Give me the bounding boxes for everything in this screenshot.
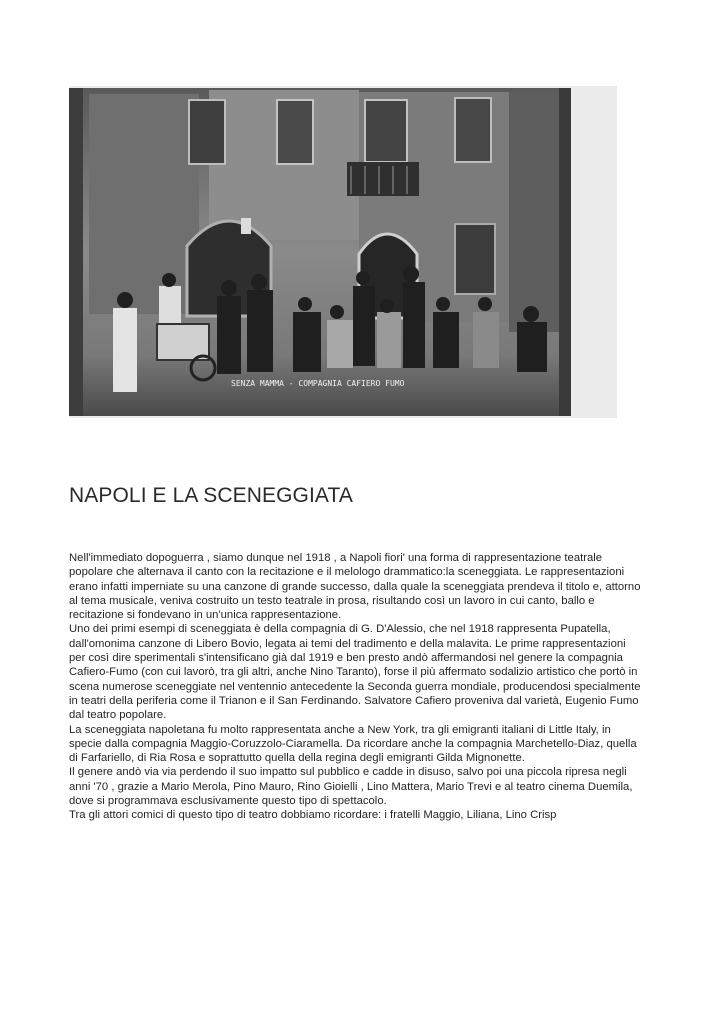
body-line: di Farfariello, di Ria Rosa e soprattutto quella della regina degli emigranti Gilda Mignonette.: [69, 752, 525, 765]
body-text: [69, 551, 661, 823]
body-line: popolare che alternava il canto con la recitazione e il melologo drammatico:la sceneggiata. Le rappresentazioni: [69, 566, 625, 579]
body-line: La sceneggiata napoletana fu molto rappresentata anche a New York, tra gli emigranti italiani di Little Italy, in: [69, 723, 611, 736]
body-line: Nell'immediato dopoguerra , siamo dunque nel 1918 , a Napoli fiori' una forma di rappresentazione teatrale: [69, 552, 603, 564]
body-line: al tema musicale, veniva costruito un testo teatrale in prosa, risultando così un lavoro in cui canto, ballo e: [69, 594, 595, 607]
body-line: Cafiero-Fumo (con cui lavorò, tra gli altri, anche Nino Taranto), forse il più affermato sodalizio artistico che portò in: [69, 666, 638, 679]
body-line: dall'omonima canzone di Libero Bovio, legata ai temi del tradimento e della malavita. Le prime rappresentazioni: [69, 637, 626, 650]
body-line: Tra gli attori comici di questo tipo di teatro dobbiamo ricordare: i fratelli Maggio, Liliana, Lino Crisp: [69, 809, 557, 822]
body-line: specie dalla compagnia Maggio-Coruzzolo-Ciaramella. Da ricordare anche la compagnia Marchetello-Diaz, quella: [69, 737, 637, 750]
body-line: erano infatti imperniate su una canzone di grande successo, dalla quale la sceneggiata prendeva il titolo e, attorno: [69, 580, 641, 593]
body-line: dove si programmava esclusivamente questo tipo di spettacolo.: [69, 795, 387, 808]
body-line: per così dire sperimentali s'intensificano già dal 1919 e ben presto andò affermandosi nel genere la compagnia: [69, 652, 623, 665]
body-line: Uno dei primi esempi di sceneggiata è della compagnia di G. D'Alessio, che nel 1918 rappresenta Pupatella,: [69, 623, 611, 636]
body-line: recitazione si fondevano in un'unica rappresentazione.: [69, 609, 342, 622]
page-title: NAPOLI E LA SCENEGGIATA: [69, 484, 353, 507]
theatre-photo-graphic: [69, 86, 617, 418]
photo-caption: SENZA MAMMA - COMPAGNIA CAFIERO FUMO: [231, 379, 405, 388]
theatre-photo: [69, 86, 617, 418]
body-line: anni '70 , grazie a Mario Merola, Pino Mauro, Rino Gioielli , Lino Mattera, Mario Trevi e al teatro cinema Duemila,: [69, 780, 633, 793]
body-line: scena numerose sceneggiate nel ventennio antecedente la Seconda guerra mondiale, producendosi specialmente: [69, 680, 641, 693]
body-line: dal teatro popolare.: [69, 709, 167, 722]
body-line: in teatri della periferia come il Trianon e il San Ferdinando. Salvatore Cafiero proveniva dal varietà, Eugenio Fumo: [69, 694, 639, 707]
body-line: Il genere andò via via perdendo il suo impatto sul pubblico e cadde in disuso, salvo poi una piccola ripresa negli: [69, 766, 627, 779]
